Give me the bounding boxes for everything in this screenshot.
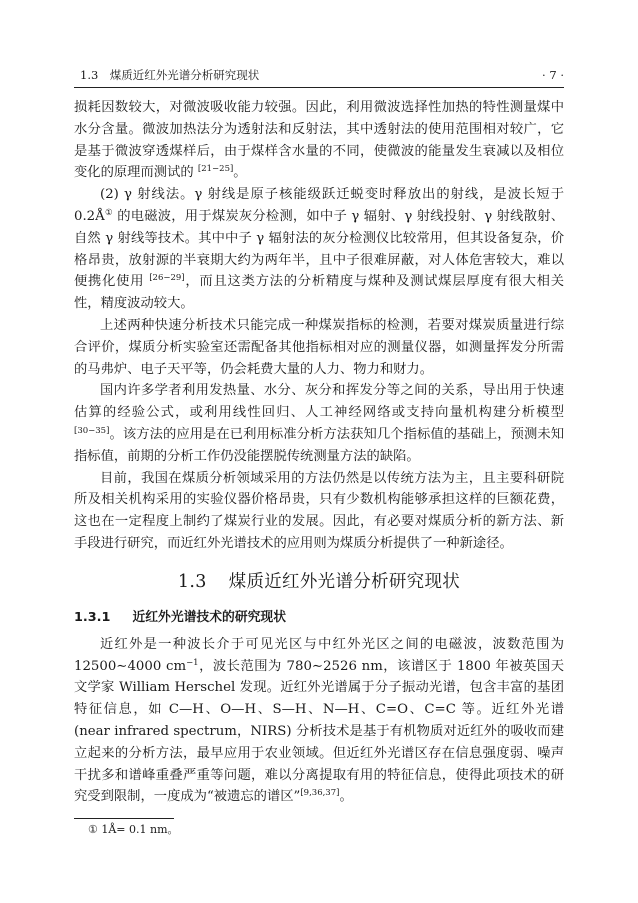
paragraph-tail: 。 [339,789,353,805]
footnote-marker: ① [104,207,113,218]
paragraph-text: 近红外是一种波长介于可见光区与中红外光区之间的电磁波，波数范围为 12500∼4000 cm [74,636,564,674]
paragraph-microwave [74,97,564,184]
subsection-title: 近红外光谱技术的研究现状 [132,609,286,625]
footnote: ① 1Å= 0.1 nm。 [88,823,179,836]
subsection-heading [74,608,564,628]
paragraph-text: 损耗因数较大，对微波吸收能力较强。因此，利用微波选择性加热的特性测量煤中水分含量。微波加热法分为透射法和反射法，其中透射法的使用范围相对较广，它是基于微波穿透煤样后，由于煤样含水量的不同，使微波的能量发生衰减以及相位变化的原理而测试的 [74,100,564,181]
paragraph-tail: 。 [233,165,247,181]
paragraph-empirical-formulas [74,380,564,467]
paragraph-text: 国内许多学者利用发热量、水分、灰分和挥发分等之间的关系，导出用于快速估算的经验公式，或利用线性回归、人工神经网络或支持向量机构建分析模型 [74,383,564,421]
paragraph-text: 上述两种快速分析技术只能完成一种煤炭指标的检测，若要对煤炭质量进行综合评价，煤质分析实验室还需配备其他指标相对应的测量仪器，如测量挥发分所需的马弗炉、电子天平等，仍会耗费大量的人力、物力和财力。 [74,317,564,377]
paragraph-text: (2) γ 射线法。γ 射线是原子核能级跃迁蜕变时释放出的射线，是波长短于 0.2Å [74,187,564,224]
paragraph-current-status [74,468,564,555]
paragraph-nir-intro [74,634,564,808]
paragraph-gamma-ray [74,184,564,315]
footnote-rule [74,818,174,819]
page-number: · 7 · [542,68,564,82]
page-body [74,97,564,808]
paragraph-limitations [74,315,564,380]
paragraph-text: ，波长范围为 780∼2526 nm，该谱区于 1800 年被英国天文学家 William Herschel 发现。近红外光谱属于分子振动光谱，包含丰富的基团特征信息，如 C—H、O—H、S—H、N—H、C=O、C=C 等。近红外光谱 (near infrared spectrum，NIRS) 分析技术是基于有机物质对近红外的吸收而建立起来的分析方法，最早应用于农业领域。但近红外光谱区存在信息强度弱、噪声干扰多和谱峰重叠严重等问题，难以分离提取有用的特征信息，使得此项技术的研究受到限制，一度成为“被遗忘的谱区” [74,658,564,805]
running-head-title: 1.3 煤质近红外光谱分析研究现状 [80,68,260,82]
paragraph-tail: ，而且这类方法的分析精度与煤种及测试煤层厚度有很大相关性，精度波动较大。 [74,274,564,312]
subsection-number: 1.3.1 [74,609,111,625]
citation: [21−25] [197,164,234,175]
citation: [9,36,37] [300,788,340,799]
paragraph-text: 的电磁波，用于煤炭灰分检测，如中子 γ 辐射、γ 射线投射、γ 射线散射、自然 γ 射线等技术。其中中子 γ 辐射法的灰分检测仪比较常用，但其设备复杂，价格昂贵，放射源的半衰期大约为两年半，且中子很难屏蔽，对人体危害较大，难以便携化使用 [74,208,564,290]
header-rule [74,87,564,88]
citation: [30−35] [74,425,110,436]
running-head [74,67,564,83]
section-title: 煤质近红外光谱分析研究现状 [228,571,461,592]
section-number: 1.3 [177,571,207,592]
paragraph-tail: 。该方法的应用是在已利用标准分析方法获知几个指标值的基础上，预测未知指标值，前期的分析工作仍没能摆脱传统测量方法的缺陷。 [74,426,564,464]
citation: [26−29] [149,273,185,284]
section-heading [74,571,564,593]
paragraph-text: 目前，我国在煤质分析领域采用的方法仍然是以传统方法为主，且主要科研院所及相关机构采用的实验仪器价格昂贵，只有少数机构能够承担这样的巨额花费，这也在一定程度上制约了煤炭行业的发展。因此，有必要对煤质分析的新方法、新手段进行研究，而近红外光谱技术的应用则为煤质分析提供了一种新途径。 [74,470,564,551]
unit-exponent: −1 [186,657,199,668]
